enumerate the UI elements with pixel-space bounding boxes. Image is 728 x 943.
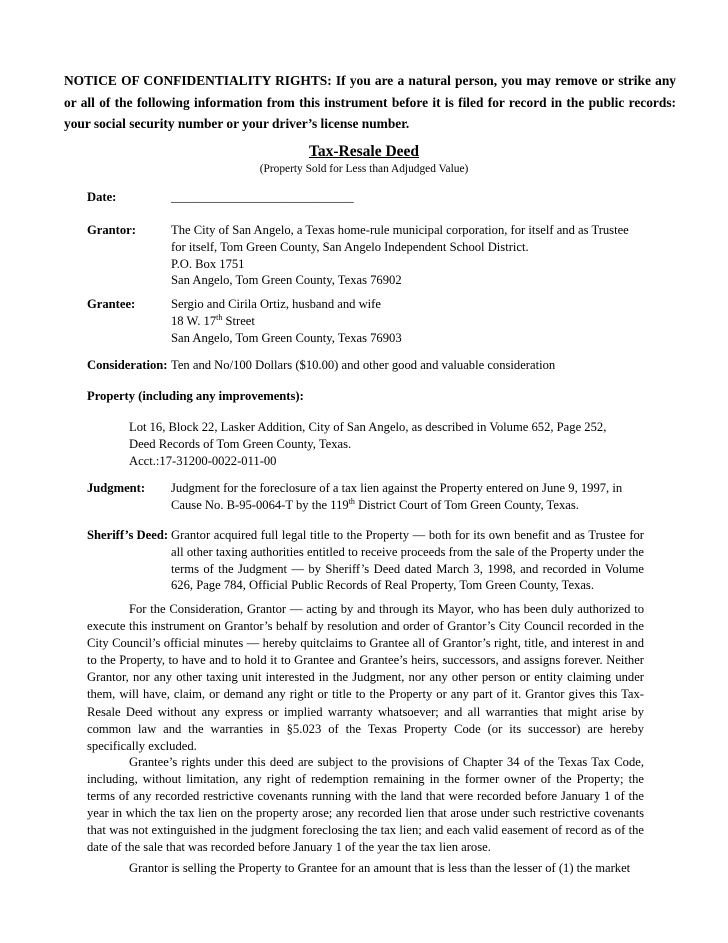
property-line: Deed Records of Tom Green County, Texas.: [129, 436, 352, 451]
grantee-street-name: Street: [222, 313, 255, 328]
judgment-label: Judgment:: [87, 481, 146, 495]
grantor-block: [171, 222, 644, 289]
grantor-line: P.O. Box 1751: [171, 256, 245, 271]
grantee-street-suffix: th: [216, 312, 223, 322]
sheriffs-deed-value: Grantor acquired full legal title to the Property — both for its own benefit and as Trustee for all other taxing authorities entitled to receive proceeds from the sale of the Property under the terms of the Judgment — by Sheriff’s Deed dated March 3, 1998, and recorded in Volume 626, Page 784, Official Public Records of Real Property, Tom Green County, Texas.: [171, 528, 644, 593]
property-label: Property (including any improvements):: [87, 389, 304, 403]
consideration-label: Consideration:: [87, 358, 168, 372]
consideration-value: Ten and No/100 Dollars ($10.00) and other good and valuable consideration: [171, 358, 556, 372]
grantor-line: The City of San Angelo, a Texas home-rule municipal corporation, for itself and as Trustee: [171, 223, 629, 237]
grantee-street: [171, 313, 644, 330]
property-description: [129, 419, 606, 469]
judgment-line: Judgment for the foreclosure of a tax lien against the Property entered on June 9, 1997, in: [171, 481, 623, 495]
judgment-court: District Court of Tom Green County, Texas.: [354, 497, 579, 512]
sale-price-paragraph: Grantor is selling the Property to Grantee for an amount that is less than the lesser of (1) the market: [129, 861, 631, 875]
judgment-ordinal-suffix: th: [348, 496, 355, 506]
judgment-cause: Cause No. B-95-0064-T by the 119: [171, 497, 349, 512]
grantee-rights-paragraph: Grantee’s rights under this deed are subject to the provisions of Chapter 34 of the Texas Tax Code, including, without limitation, any right of redemption remaining in the former owner of the Property; the terms of any recorded restrictive covenants running with the land that were recorded before January 1 of the year in which the tax lien on the property arose; any recorded lien that arose under such restrictive covenants that was not extinguished in the judgment foreclosing the tax lien; and each valid easement of record as of the date of the sale that was recorded before January 1 of the year the tax lien arose.: [87, 755, 644, 855]
grantor-line: San Angelo, Tom Green County, Texas 76902: [171, 273, 402, 288]
judgment-block: [171, 480, 644, 514]
property-line: Acct.:17-31200-0022-011-00: [129, 453, 277, 468]
document-subtitle: (Property Sold for Less than Adjudged Value): [259, 163, 469, 175]
grantee-line: San Angelo, Tom Green County, Texas 76903: [171, 330, 402, 345]
sheriffs-deed-label: Sheriff’s Deed:: [87, 528, 169, 542]
document-title: Tax-Resale Deed: [308, 143, 420, 160]
property-line: Lot 16, Block 22, Lasker Addition, City of San Angelo, as described in Volume 652, Page 252,: [129, 420, 607, 434]
grantee-line: Sergio and Cirila Ortiz, husband and wife: [171, 297, 381, 311]
grantor-label: Grantor:: [87, 223, 136, 237]
judgment-line: [171, 497, 644, 514]
quitclaim-paragraph: For the Consideration, Grantor — acting by and through its Mayor, who has been duly authorized to execute this instrument on Grantor’s behalf by resolution and order of Grantor’s City Council recorded in the City Council’s official minutes — hereby quitclaims to Grantee all of Grantor’s right, title, and interest in and to the Property, to have and to hold it to Grantee and Grantee’s heirs, successors, and assigns forever. Neither Grantor, nor any other taxing unit interested in the Judgment, nor any other person or entity claiming under them, will have, claim, or demand any right or title to the Property or any part of it. Grantor gives this Tax-Resale Deed without any express or implied warranty whatsoever; and all warranties that might arise by common law and the warranties in §5.023 of the Texas Property Code (or its successor) are hereby specifically excluded.: [87, 602, 644, 753]
grantor-line: for itself, Tom Green County, San Angelo Independent School District.: [171, 239, 529, 254]
grantee-label: Grantee:: [87, 297, 136, 311]
grantee-block: [171, 296, 644, 346]
date-value: _____________________________: [171, 190, 354, 204]
grantee-street-number: 18 W. 17: [171, 313, 217, 328]
confidentiality-notice: NOTICE OF CONFIDENTIALITY RIGHTS: If you are a natural person, you may remove or strike any or all of the following information from this instrument before it is filed for record in the public records: your social security number or your driver’s license number.: [64, 73, 676, 131]
date-label: Date:: [87, 190, 117, 204]
